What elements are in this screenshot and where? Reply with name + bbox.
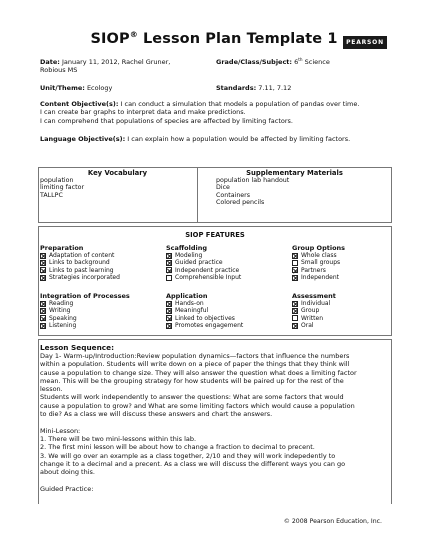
copyright-footer: © 2008 Pearson Education, Inc. bbox=[283, 518, 382, 525]
checked-box-icon[interactable] bbox=[292, 323, 298, 329]
vocabulary-item: TALLPC bbox=[40, 191, 63, 199]
lesson-sequence-heading: Lesson Sequence: bbox=[40, 343, 114, 352]
vocabulary-heading: Key Vocabulary bbox=[87, 169, 148, 177]
lesson-sequence-line: about doing this. bbox=[40, 468, 95, 477]
checkbox-label: Links to past learning bbox=[49, 266, 114, 274]
application-checklist bbox=[166, 300, 243, 329]
checkbox-row bbox=[166, 322, 243, 329]
assessment-checklist bbox=[292, 300, 330, 329]
materials-list bbox=[216, 177, 289, 207]
group-options-checklist bbox=[292, 252, 340, 281]
unit-field: Unit/Theme: Ecology bbox=[40, 84, 113, 92]
standards-field: Standards: 7.11, 7.12 bbox=[216, 84, 292, 92]
language-objectives: Language Objective(s): I can explain how a population would be affected by limiting factors. bbox=[40, 135, 351, 143]
scaffolding-checklist bbox=[166, 252, 241, 281]
checked-box-icon[interactable] bbox=[40, 260, 46, 266]
checkbox-row bbox=[166, 252, 241, 259]
pearson-logo: PEARSON bbox=[343, 36, 387, 49]
unchecked-box-icon[interactable] bbox=[166, 275, 172, 281]
checkbox-label: Linked to objectives bbox=[175, 314, 235, 322]
checked-box-icon[interactable] bbox=[166, 308, 172, 314]
checkbox-label: Independent bbox=[301, 273, 340, 281]
checkbox-row bbox=[40, 274, 120, 281]
scaffolding-heading: Scaffolding bbox=[166, 244, 208, 252]
checkbox-row bbox=[40, 307, 77, 314]
checkbox-label: Independent practice bbox=[175, 266, 240, 274]
checkbox-row bbox=[292, 307, 330, 314]
unchecked-box-icon[interactable] bbox=[292, 315, 298, 321]
checkbox-label: Meaningful bbox=[175, 307, 209, 315]
unchecked-box-icon[interactable] bbox=[292, 260, 298, 266]
checkbox-label: Partners bbox=[301, 266, 326, 274]
lesson-sequence-line: to die? As a class we will discuss these answers and chart the answers. bbox=[40, 410, 273, 419]
checked-box-icon[interactable] bbox=[166, 260, 172, 266]
vocabulary-list bbox=[40, 177, 84, 199]
material-item: Containers bbox=[216, 191, 251, 199]
checkbox-label: Written bbox=[301, 314, 323, 322]
lesson-sequence-line bbox=[40, 418, 392, 426]
checked-box-icon[interactable] bbox=[292, 301, 298, 307]
lesson-sequence-line: 2. The first mini lesson will be about how to change a fraction to decimal to precent. bbox=[40, 443, 315, 452]
checked-box-icon[interactable] bbox=[166, 253, 172, 259]
checkbox-label: Listening bbox=[49, 321, 77, 329]
integration-heading: Integration of Processes bbox=[40, 292, 130, 300]
checked-box-icon[interactable] bbox=[292, 308, 298, 314]
checkbox-label: Adaptation of content bbox=[49, 252, 115, 259]
lesson-sequence-line: 1. There will be two mini-lessons within this lab. bbox=[40, 434, 197, 443]
checkbox-label: Group bbox=[301, 307, 320, 315]
checked-box-icon[interactable] bbox=[40, 275, 46, 281]
checkbox-label: Hands-on bbox=[175, 300, 204, 307]
checked-box-icon[interactable] bbox=[292, 253, 298, 259]
lesson-sequence-line: cause a population to change size. They will also answer the question what does a limiting factor bbox=[40, 368, 357, 377]
checkbox-row bbox=[292, 300, 330, 307]
vocabulary-item: limiting factor bbox=[40, 184, 85, 192]
checkbox-row bbox=[40, 259, 120, 266]
application-heading: Application bbox=[166, 292, 208, 300]
materials-heading: Supplementary Materials bbox=[246, 169, 343, 177]
page-title: SIOP® Lesson Plan Template 1 bbox=[90, 30, 338, 47]
checked-box-icon[interactable] bbox=[40, 253, 46, 259]
checkbox-row bbox=[292, 322, 330, 329]
checkbox-row bbox=[40, 315, 77, 322]
group-options-heading: Group Options bbox=[292, 244, 346, 252]
checkbox-label: Individual bbox=[301, 300, 331, 307]
content-objectives: Content Objective(s): I can conduct a simulation that models a population of pandas over time. I can create bar graphs to interpret data and make predictions. I can comprehend that populations of species are affected by limiting factors. bbox=[40, 100, 360, 125]
vocabulary-item: population bbox=[40, 177, 74, 184]
checkbox-label: Modeling bbox=[175, 252, 203, 259]
checkbox-row bbox=[292, 274, 340, 281]
checkbox-label: Writing bbox=[49, 307, 71, 315]
preparation-heading: Preparation bbox=[40, 244, 84, 252]
checkbox-label: Links to background bbox=[49, 259, 110, 267]
checkbox-row bbox=[166, 300, 243, 307]
checkbox-row bbox=[40, 300, 77, 307]
material-item: Dice bbox=[216, 184, 230, 192]
lesson-sequence-line: Day 1- Warm-up/Introduction:Review population dynamics—factors that influence the numbers bbox=[40, 352, 350, 360]
checkbox-label: Small groups bbox=[301, 259, 341, 267]
checked-box-icon[interactable] bbox=[40, 323, 46, 329]
lesson-sequence-line: Mini-Lesson: bbox=[40, 426, 81, 435]
checked-box-icon[interactable] bbox=[40, 308, 46, 314]
checked-box-icon[interactable] bbox=[40, 315, 46, 321]
checkbox-label: Strategies incorporated bbox=[49, 273, 120, 281]
preparation-checklist bbox=[40, 252, 120, 281]
checkbox-row bbox=[40, 252, 120, 259]
material-item: population lab handout bbox=[216, 177, 290, 184]
checkbox-row bbox=[292, 315, 330, 322]
lesson-sequence-line: Students will work independently to answer the questions: What are some factors that would bbox=[40, 393, 344, 402]
checked-box-icon[interactable] bbox=[166, 267, 172, 273]
school-name: Robious MS bbox=[40, 66, 78, 75]
lesson-sequence-text bbox=[40, 352, 392, 493]
checkbox-label: Comprehensible Input bbox=[175, 273, 242, 281]
checkbox-row bbox=[166, 259, 241, 266]
checkbox-label: Guided practice bbox=[175, 259, 223, 267]
lesson-sequence-line: mean. This will be the grouping strategy for how students will be paired up for the rest of the bbox=[40, 376, 344, 385]
checkbox-label: Reading bbox=[49, 300, 74, 307]
assessment-heading: Assessment bbox=[292, 292, 336, 300]
checked-box-icon[interactable] bbox=[40, 267, 46, 273]
checkbox-row bbox=[40, 267, 120, 274]
checkbox-row bbox=[166, 307, 243, 314]
siop-features-heading: SIOP FEATURES bbox=[185, 231, 245, 239]
lesson-sequence-line: 3. We will go over an example as a class together, 2/10 and they will work indepedently to bbox=[40, 451, 336, 460]
lesson-sequence-line bbox=[40, 476, 392, 484]
checked-box-icon[interactable] bbox=[40, 301, 46, 307]
checkbox-row bbox=[292, 267, 340, 274]
checked-box-icon[interactable] bbox=[292, 267, 298, 273]
checkbox-row bbox=[40, 322, 77, 329]
lesson-sequence-line: cause a population to grow? and What are some limiting factors which would cause a population bbox=[40, 401, 355, 410]
checked-box-icon[interactable] bbox=[166, 323, 172, 329]
checkbox-label: Speaking bbox=[49, 314, 77, 322]
lesson-sequence-line: Guided Practice: bbox=[40, 484, 94, 493]
lesson-sequence-line: lesson. bbox=[40, 385, 63, 394]
date-field: Date: January 11, 2012, Rachel Gruner, bbox=[40, 58, 171, 66]
checkbox-label: Oral bbox=[301, 321, 314, 329]
checkbox-label: Whole class bbox=[301, 252, 337, 259]
checkbox-row bbox=[166, 267, 241, 274]
integration-checklist bbox=[40, 300, 77, 329]
checked-box-icon[interactable] bbox=[292, 275, 298, 281]
checkbox-row bbox=[166, 274, 241, 281]
checkbox-row bbox=[292, 252, 340, 259]
checkbox-row bbox=[166, 315, 243, 322]
checked-box-icon[interactable] bbox=[166, 301, 172, 307]
lesson-sequence-line: within a population. Students will write down on a piece of paper the things that they think will bbox=[40, 360, 350, 369]
checked-box-icon[interactable] bbox=[166, 315, 172, 321]
material-item: Colored pencils bbox=[216, 199, 265, 207]
checkbox-row bbox=[292, 259, 340, 266]
checkbox-label: Promotes engagement bbox=[175, 321, 244, 329]
grade-field: Grade/Class/Subject: 6th Science bbox=[216, 56, 330, 66]
lesson-sequence-line: change it to a decimal and a precent. As a class we will discuss the different ways you can go bbox=[40, 459, 346, 468]
